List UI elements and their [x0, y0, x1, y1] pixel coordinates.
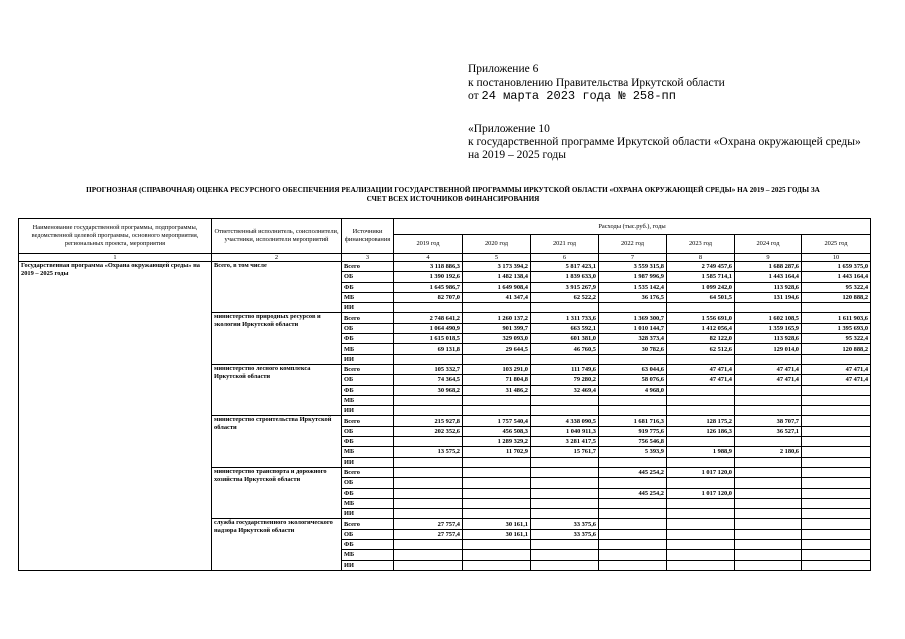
value-cell: [802, 560, 871, 570]
value-cell: [802, 385, 871, 395]
value-cell: [667, 354, 735, 364]
value-cell: 11 702,9: [463, 447, 531, 457]
value-cell: 901 399,7: [463, 323, 531, 333]
value-cell: [802, 519, 871, 529]
column-number: 7: [599, 254, 667, 262]
value-cell: 1 482 138,4: [463, 272, 531, 282]
date-prefix: от: [468, 90, 479, 102]
column-number: 1: [19, 254, 212, 262]
col-header-name: Наименование государственной программы, подпрограммы, ведомственной целевой программы, основного мероприятия, региональных проекта, мероприятия: [19, 219, 212, 254]
value-cell: [394, 406, 463, 416]
value-cell: 47 471,4: [802, 364, 871, 374]
value-cell: 1 556 691,0: [667, 313, 735, 323]
value-cell: [735, 385, 802, 395]
value-cell: [463, 303, 531, 313]
value-cell: 1 390 192,6: [394, 272, 463, 282]
source-cell: МБ: [342, 344, 394, 354]
value-cell: [667, 540, 735, 550]
source-cell: Всего: [342, 262, 394, 272]
value-cell: [463, 509, 531, 519]
value-cell: [599, 519, 667, 529]
value-cell: [599, 560, 667, 570]
value-cell: [394, 395, 463, 405]
value-cell: 445 254,2: [599, 488, 667, 498]
year-header: 2020 год: [463, 235, 531, 254]
source-cell: ОБ: [342, 529, 394, 539]
value-cell: [735, 498, 802, 508]
value-cell: 1 602 108,5: [735, 313, 802, 323]
value-cell: [735, 509, 802, 519]
value-cell: 33 375,6: [531, 519, 599, 529]
value-cell: 71 804,8: [463, 375, 531, 385]
value-cell: [463, 488, 531, 498]
value-cell: 79 280,2: [531, 375, 599, 385]
source-cell: ОБ: [342, 478, 394, 488]
value-cell: [735, 395, 802, 405]
value-cell: 445 254,2: [599, 467, 667, 477]
value-cell: [667, 457, 735, 467]
value-cell: 47 471,4: [802, 375, 871, 385]
executor-cell: министерство лесного комплекса Иркутской области: [212, 364, 342, 415]
value-cell: [735, 406, 802, 416]
value-cell: 328 373,4: [599, 334, 667, 344]
value-cell: 29 644,5: [463, 344, 531, 354]
value-cell: [463, 498, 531, 508]
executor-cell: служба государственного экологического надзора Иркутской области: [212, 519, 342, 570]
value-cell: 113 928,6: [735, 282, 802, 292]
source-cell: МБ: [342, 550, 394, 560]
value-cell: [802, 478, 871, 488]
value-cell: 1 260 137,2: [463, 313, 531, 323]
value-cell: 120 888,2: [802, 292, 871, 302]
value-cell: [735, 560, 802, 570]
value-cell: [394, 478, 463, 488]
value-cell: 30 968,2: [394, 385, 463, 395]
value-cell: [802, 416, 871, 426]
value-cell: 1 681 716,3: [599, 416, 667, 426]
value-cell: [531, 457, 599, 467]
value-cell: [599, 303, 667, 313]
value-cell: 4 338 090,5: [531, 416, 599, 426]
program-reference: к государственной программе Иркутской области «Охрана окружающей среды»: [468, 136, 861, 148]
value-cell: [802, 437, 871, 447]
value-cell: 5 817 423,1: [531, 262, 599, 272]
year-header: 2024 год: [735, 235, 802, 254]
source-cell: ИИ: [342, 560, 394, 570]
value-cell: [802, 550, 871, 560]
value-cell: 36 527,1: [735, 426, 802, 436]
source-cell: Всего: [342, 364, 394, 374]
source-cell: МБ: [342, 292, 394, 302]
value-cell: 36 176,5: [599, 292, 667, 302]
value-cell: [667, 303, 735, 313]
value-cell: 919 775,6: [599, 426, 667, 436]
source-cell: ФБ: [342, 385, 394, 395]
value-cell: [531, 509, 599, 519]
value-cell: 46 760,5: [531, 344, 599, 354]
value-cell: 1 535 142,4: [599, 282, 667, 292]
value-cell: 131 194,6: [735, 292, 802, 302]
value-cell: [667, 406, 735, 416]
value-cell: [463, 467, 531, 477]
value-cell: [802, 540, 871, 550]
value-cell: 58 076,6: [599, 375, 667, 385]
value-cell: 82 707,0: [394, 292, 463, 302]
value-cell: 1 017 120,0: [667, 488, 735, 498]
value-cell: 74 364,5: [394, 375, 463, 385]
value-cell: [802, 529, 871, 539]
value-cell: [599, 540, 667, 550]
appendix-label: Приложение 6: [468, 63, 539, 75]
value-cell: 1 040 911,3: [531, 426, 599, 436]
year-header: 2019 год: [394, 235, 463, 254]
value-cell: 3 281 417,5: [531, 437, 599, 447]
value-cell: 27 757,4: [394, 519, 463, 529]
value-cell: [599, 395, 667, 405]
value-cell: 47 471,4: [667, 375, 735, 385]
value-cell: [802, 447, 871, 457]
value-cell: 47 471,4: [735, 364, 802, 374]
value-cell: 1 010 144,7: [599, 323, 667, 333]
source-cell: МБ: [342, 498, 394, 508]
value-cell: [599, 498, 667, 508]
value-cell: [599, 457, 667, 467]
table-row: [19, 262, 871, 272]
resolution-reference: к постановлению Правительства Иркутской области: [468, 77, 725, 89]
value-cell: [735, 478, 802, 488]
value-cell: [531, 560, 599, 570]
value-cell: 1 839 633,0: [531, 272, 599, 282]
value-cell: 601 381,0: [531, 334, 599, 344]
value-cell: 113 928,6: [735, 334, 802, 344]
source-cell: ФБ: [342, 488, 394, 498]
value-cell: [599, 478, 667, 488]
appendix10-label: «Приложение 10: [468, 123, 550, 135]
col-header-source: Источники финансирования: [342, 219, 394, 254]
executor-cell: министерство транспорта и дорожного хозяйства Иркутской области: [212, 467, 342, 518]
value-cell: [599, 529, 667, 539]
source-cell: ФБ: [342, 334, 394, 344]
value-cell: [394, 498, 463, 508]
value-cell: 111 749,6: [531, 364, 599, 374]
source-cell: ИИ: [342, 509, 394, 519]
source-cell: Всего: [342, 416, 394, 426]
value-cell: 2 180,6: [735, 447, 802, 457]
value-cell: [531, 540, 599, 550]
program-years: на 2019 – 2025 годы: [468, 149, 566, 161]
column-number: 8: [667, 254, 735, 262]
value-cell: [667, 560, 735, 570]
value-cell: [667, 519, 735, 529]
value-cell: 30 782,6: [599, 344, 667, 354]
value-cell: [735, 303, 802, 313]
value-cell: 1 395 693,0: [802, 323, 871, 333]
source-cell: ОБ: [342, 323, 394, 333]
value-cell: 62 522,2: [531, 292, 599, 302]
value-cell: 82 122,0: [667, 334, 735, 344]
column-number: 9: [735, 254, 802, 262]
value-cell: 1 017 120,0: [667, 467, 735, 477]
value-cell: [463, 478, 531, 488]
value-cell: 27 757,4: [394, 529, 463, 539]
value-cell: 33 375,6: [531, 529, 599, 539]
value-cell: [531, 488, 599, 498]
value-cell: [599, 550, 667, 560]
value-cell: [802, 395, 871, 405]
executor-cell: Всего, в том числе: [212, 262, 342, 313]
source-cell: ИИ: [342, 354, 394, 364]
column-number: 4: [394, 254, 463, 262]
value-cell: [394, 437, 463, 447]
resolution-date: [468, 89, 676, 103]
value-cell: [463, 457, 531, 467]
value-cell: 120 888,2: [802, 344, 871, 354]
value-cell: [463, 540, 531, 550]
value-cell: 5 393,9: [599, 447, 667, 457]
value-cell: 105 332,7: [394, 364, 463, 374]
value-cell: 1 359 165,9: [735, 323, 802, 333]
value-cell: [802, 426, 871, 436]
document-title: [18, 186, 888, 204]
value-cell: 2 748 641,2: [394, 313, 463, 323]
value-cell: 62 512,6: [667, 344, 735, 354]
value-cell: 95 322,4: [802, 334, 871, 344]
value-cell: [463, 406, 531, 416]
value-cell: [735, 457, 802, 467]
year-header: 2025 год: [802, 235, 871, 254]
value-cell: [735, 354, 802, 364]
value-cell: 129 014,0: [735, 344, 802, 354]
value-cell: [802, 354, 871, 364]
source-cell: ФБ: [342, 540, 394, 550]
executor-cell: министерство природных ресурсов и экологии Иркутской области: [212, 313, 342, 364]
value-cell: 4 968,0: [599, 385, 667, 395]
resource-table: [18, 218, 871, 571]
value-cell: [531, 550, 599, 560]
title-line-1: ПРОГНОЗНАЯ (СПРАВОЧНАЯ) ОЦЕНКА РЕСУРСНОГО ОБЕСПЕЧЕНИЯ РЕАЛИЗАЦИИ ГОСУДАРСТВЕННОЙ ПРОГРАММЫ ИРКУТСКОЙ ОБЛАСТИ «ОХРАНА ОКРУЖАЮЩЕЙ СРЕДЫ» НА 2019 – 2025 ГОДЫ ЗА: [86, 186, 820, 194]
value-cell: [531, 406, 599, 416]
source-cell: ОБ: [342, 272, 394, 282]
source-cell: Всего: [342, 467, 394, 477]
value-cell: [394, 550, 463, 560]
col-header-expenses: Расходы (тыс.руб.), годы: [394, 219, 871, 235]
value-cell: [667, 395, 735, 405]
year-header: 2023 год: [667, 235, 735, 254]
source-cell: МБ: [342, 447, 394, 457]
date-value: 24 марта 2023 года № 258-пп: [481, 89, 676, 103]
value-cell: [802, 467, 871, 477]
source-cell: ИИ: [342, 303, 394, 313]
value-cell: 1 688 287,6: [735, 262, 802, 272]
value-cell: [599, 509, 667, 519]
value-cell: 3 118 886,3: [394, 262, 463, 272]
value-cell: [531, 395, 599, 405]
column-number: 10: [802, 254, 871, 262]
value-cell: [599, 354, 667, 364]
value-cell: 202 352,6: [394, 426, 463, 436]
value-cell: 329 093,0: [463, 334, 531, 344]
column-number: 2: [212, 254, 342, 262]
value-cell: 1 064 490,9: [394, 323, 463, 333]
value-cell: [599, 406, 667, 416]
value-cell: [735, 488, 802, 498]
value-cell: 756 546,8: [599, 437, 667, 447]
value-cell: 215 927,8: [394, 416, 463, 426]
value-cell: [463, 395, 531, 405]
value-cell: 30 161,1: [463, 529, 531, 539]
value-cell: [463, 560, 531, 570]
value-cell: 3 915 267,9: [531, 282, 599, 292]
value-cell: 41 347,4: [463, 292, 531, 302]
value-cell: [667, 550, 735, 560]
value-cell: 3 173 394,2: [463, 262, 531, 272]
value-cell: 1 369 300,7: [599, 313, 667, 323]
value-cell: [802, 509, 871, 519]
source-cell: ИИ: [342, 457, 394, 467]
value-cell: 1 412 056,4: [667, 323, 735, 333]
value-cell: [735, 519, 802, 529]
value-cell: [802, 498, 871, 508]
column-number: 6: [531, 254, 599, 262]
value-cell: 2 749 457,6: [667, 262, 735, 272]
value-cell: 1 611 903,6: [802, 313, 871, 323]
column-number: 5: [463, 254, 531, 262]
value-cell: [531, 467, 599, 477]
source-cell: ОБ: [342, 426, 394, 436]
value-cell: 128 175,2: [667, 416, 735, 426]
source-cell: ОБ: [342, 375, 394, 385]
value-cell: [802, 406, 871, 416]
value-cell: [394, 509, 463, 519]
value-cell: 1 987 996,9: [599, 272, 667, 282]
value-cell: 1 645 986,7: [394, 282, 463, 292]
value-cell: [394, 488, 463, 498]
col-header-executor: Ответственный исполнитель, соисполнители, участники, исполнители мероприятий: [212, 219, 342, 254]
value-cell: [802, 457, 871, 467]
value-cell: 47 471,4: [667, 364, 735, 374]
value-cell: [735, 529, 802, 539]
value-cell: [531, 498, 599, 508]
value-cell: 3 559 315,8: [599, 262, 667, 272]
value-cell: [667, 498, 735, 508]
value-cell: 1 615 018,5: [394, 334, 463, 344]
value-cell: 1 757 540,4: [463, 416, 531, 426]
source-cell: ФБ: [342, 437, 394, 447]
value-cell: 15 761,7: [531, 447, 599, 457]
value-cell: [394, 457, 463, 467]
year-header: 2022 год: [599, 235, 667, 254]
year-header: 2021 год: [531, 235, 599, 254]
value-cell: [531, 478, 599, 488]
value-cell: 663 592,1: [531, 323, 599, 333]
source-cell: Всего: [342, 313, 394, 323]
source-cell: Всего: [342, 519, 394, 529]
value-cell: 1 443 164,4: [802, 272, 871, 282]
executor-cell: министерство строительства Иркутской области: [212, 416, 342, 467]
value-cell: 126 186,3: [667, 426, 735, 436]
value-cell: [394, 560, 463, 570]
value-cell: 1 099 242,0: [667, 282, 735, 292]
value-cell: 64 501,5: [667, 292, 735, 302]
value-cell: [802, 488, 871, 498]
value-cell: 1 988,9: [667, 447, 735, 457]
value-cell: [735, 540, 802, 550]
value-cell: [667, 478, 735, 488]
value-cell: 13 575,2: [394, 447, 463, 457]
value-cell: 1 659 375,0: [802, 262, 871, 272]
value-cell: [531, 303, 599, 313]
value-cell: 1 443 164,4: [735, 272, 802, 282]
value-cell: 1 311 733,6: [531, 313, 599, 323]
value-cell: 1 585 714,1: [667, 272, 735, 282]
value-cell: [394, 540, 463, 550]
value-cell: [394, 303, 463, 313]
value-cell: [735, 467, 802, 477]
value-cell: 30 161,1: [463, 519, 531, 529]
title-line-2: СЧЕТ ВСЕХ ИСТОЧНИКОВ ФИНАНСИРОВАНИЯ: [366, 195, 540, 203]
value-cell: [667, 529, 735, 539]
value-cell: 47 471,4: [735, 375, 802, 385]
value-cell: [463, 550, 531, 560]
value-cell: [735, 550, 802, 560]
value-cell: [802, 303, 871, 313]
value-cell: [667, 509, 735, 519]
value-cell: 1 289 329,2: [463, 437, 531, 447]
value-cell: [667, 437, 735, 447]
value-cell: 32 469,4: [531, 385, 599, 395]
program-name-cell: Государственная программа «Охрана окружающей среды» на 2019 – 2025 годы: [19, 262, 212, 571]
value-cell: 456 508,3: [463, 426, 531, 436]
value-cell: [667, 385, 735, 395]
value-cell: 103 291,0: [463, 364, 531, 374]
value-cell: 63 044,6: [599, 364, 667, 374]
value-cell: 69 131,8: [394, 344, 463, 354]
value-cell: [531, 354, 599, 364]
source-cell: ФБ: [342, 282, 394, 292]
value-cell: 95 322,4: [802, 282, 871, 292]
value-cell: 1 649 908,4: [463, 282, 531, 292]
source-cell: МБ: [342, 395, 394, 405]
value-cell: 38 707,7: [735, 416, 802, 426]
value-cell: [735, 437, 802, 447]
value-cell: [394, 467, 463, 477]
source-cell: ИИ: [342, 406, 394, 416]
column-number: 3: [342, 254, 394, 262]
value-cell: [394, 354, 463, 364]
value-cell: [463, 354, 531, 364]
value-cell: 31 486,2: [463, 385, 531, 395]
